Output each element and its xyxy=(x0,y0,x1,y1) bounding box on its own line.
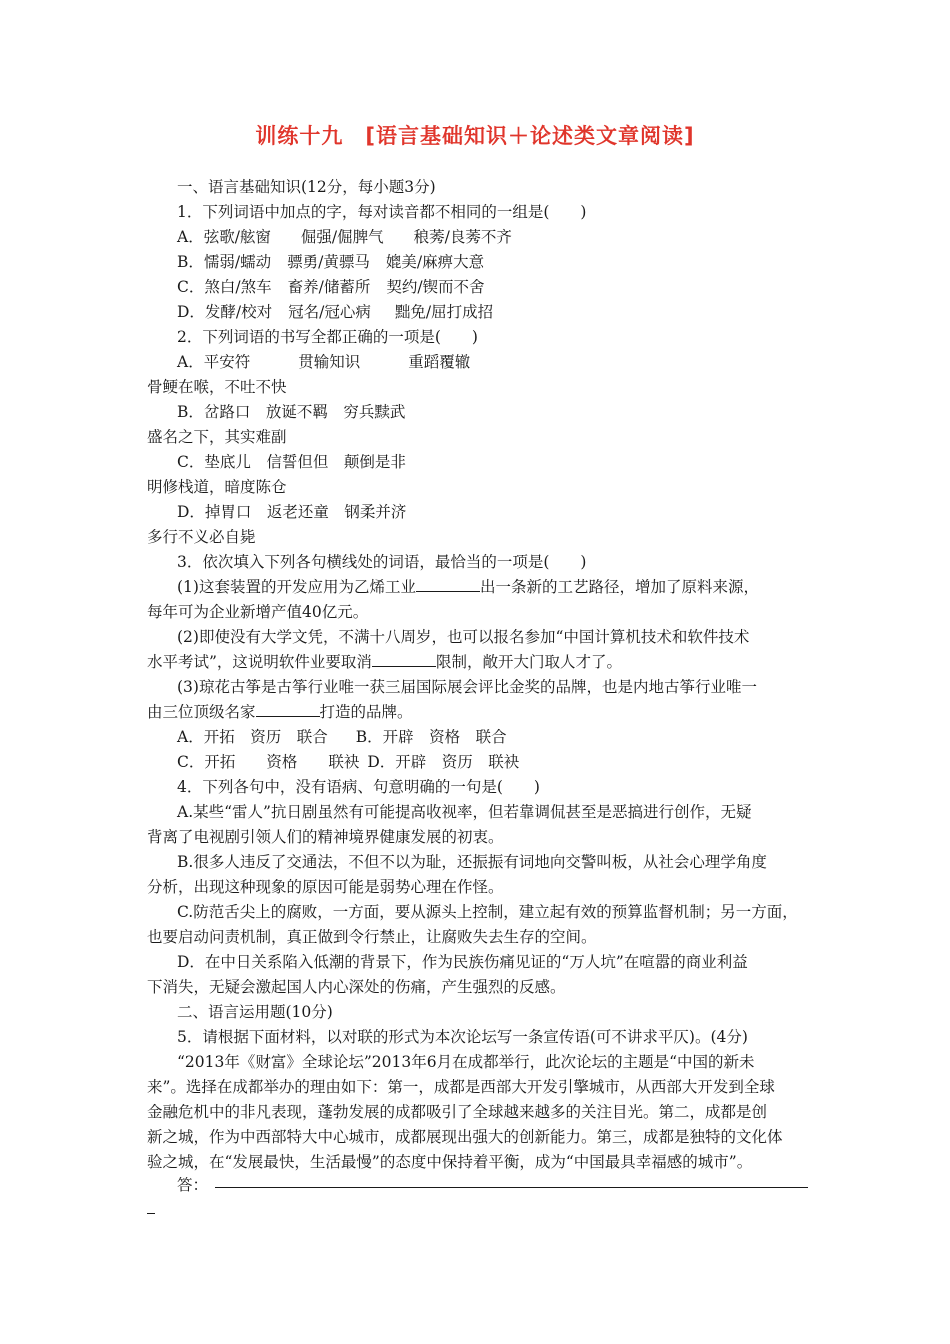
q3-sentence-3: (3)琼花古筝是古筝行业唯一获三届国际展会评比金奖的品牌，也是内地古筝行业唯一 xyxy=(177,678,757,696)
q3-option-d: D．开辟 资历 联袂 xyxy=(367,753,520,771)
q2-option-c-cont: 明修栈道，暗度陈仓 xyxy=(147,478,287,496)
q4-option-b: B.很多人违反了交通法，不但不以为耻，还振振有词地向交警叫板，从社会心理学角度 xyxy=(177,853,767,871)
q2-option-c: C．垫底儿 信誓但但 颠倒是非 xyxy=(177,453,406,471)
q1-a-part2: 倔强/倔脾气 xyxy=(300,228,384,246)
q2-option-d: D．掉胃口 返老还童 钢柔并济 xyxy=(177,503,407,521)
q3-s3-text-c: 打造的品牌。 xyxy=(319,703,413,721)
q3-sentence-3-cont xyxy=(147,702,413,722)
q1-c-part1: C．煞白/煞车 xyxy=(177,278,272,296)
q1-d-part2: 冠名/冠心病 xyxy=(288,303,371,321)
q2-option-a xyxy=(177,352,470,372)
q3-s1-text-b: 出一条新的工艺路径，增加了原料来源， xyxy=(479,578,759,596)
q1-option-d xyxy=(177,302,493,322)
q5-answer-line-tail xyxy=(147,1213,155,1214)
q3-blank-2 xyxy=(372,652,436,667)
q3-option-c: C．开拓 资格 联袂 xyxy=(177,753,360,771)
q1-a-part1: A．弦歌/舷窗 xyxy=(177,228,271,246)
q1-stem: 1．下列词语中加点的字，每对读音都不相同的一组是( ) xyxy=(177,203,587,221)
q4-option-c: C.防范舌尖上的腐败，一方面，要从源头上控制，建立起有效的预算监督机制；另一方面， xyxy=(177,903,798,921)
q5-answer-line[interactable] xyxy=(215,1187,808,1188)
q3-option-b: B．开辟 资格 联合 xyxy=(355,728,507,746)
q1-c-part2: 畜养/储蓄所 xyxy=(287,278,371,296)
q3-sentence-1-cont: 每年可为企业新增产值40亿元。 xyxy=(147,603,369,621)
q5-material-line-4: 新之城，作为中西部特大中心城市，成都展现出强大的创新能力。第三，成都是独特的文化体 xyxy=(147,1128,783,1146)
q3-sentence-2-cont xyxy=(147,652,622,672)
q1-b-part2: 骠勇/黄骠马 xyxy=(287,253,370,271)
q5-stem: 5．请根据下面材料，以对联的形式为本次论坛写一条宣传语(可不讲求平仄)。(4分) xyxy=(177,1028,748,1046)
q2-a-word2: 贯输知识 xyxy=(298,353,361,371)
q3-stem: 3．依次填入下列各句横线处的词语，最恰当的一项是( ) xyxy=(177,553,587,571)
q4-option-b-cont: 分析，出现这种现象的原因可能是弱势心理在作怪。 xyxy=(147,878,504,896)
q4-option-a-cont: 背离了电视剧引领人们的精神境界健康发展的初衷。 xyxy=(147,828,504,846)
q4-stem: 4．下列各句中，没有语病、句意明确的一句是( ) xyxy=(177,778,540,796)
q2-a-word1: A．平安符 xyxy=(177,353,251,371)
q1-a-part3: 稂莠/良莠不齐 xyxy=(413,228,512,246)
q5-material-line-3: 金融危机中的非凡表现，蓬勃发展的成都吸引了全球越来越多的关注目光。第二，成都是创 xyxy=(147,1103,768,1121)
q3-s3-text-b: 由三位顶级名家 xyxy=(147,703,256,721)
q5-material-line-5: 验之城，在“发展最快，生活最慢”的态度中保持着平衡，成为“中国最具幸福感的城市”。 xyxy=(147,1153,753,1171)
q2-option-a-cont: 骨鲠在喉，不吐不快 xyxy=(147,378,287,396)
q1-option-a xyxy=(177,227,512,247)
q2-option-b-cont: 盛名之下，其实难副 xyxy=(147,428,287,446)
q2-a-word3: 重蹈覆辙 xyxy=(408,353,471,371)
q1-b-part1: B．懦弱/蠕动 xyxy=(177,253,272,271)
q3-sentence-1 xyxy=(177,577,759,597)
q5-material-line-2: 来”。选择在成都举办的理由如下：第一，成都是西部大开发引擎城市，从西部大开发到全球 xyxy=(147,1078,775,1096)
q2-option-b: B．岔路口 放诞不羁 穷兵黩武 xyxy=(177,403,406,421)
q3-options-cd xyxy=(177,752,519,772)
q5-material-line-1: “2013年《财富》全球论坛”2013年6月在成都举行，此次论坛的主题是“中国的新未 xyxy=(177,1053,755,1071)
q1-d-part3: 黜免/屈打成招 xyxy=(394,303,494,321)
q3-blank-3 xyxy=(256,702,320,717)
q4-option-d: D．在中日关系陷入低潮的背景下，作为民族伤痛见证的“万人坑”在喧嚣的商业利益 xyxy=(177,953,748,971)
q3-sentence-2: (2)即使没有大学文凭，不满十八周岁，也可以报名参加“中国计算机技术和软件技术 xyxy=(177,628,750,646)
q1-d-part1: D．发酵/校对 xyxy=(177,303,273,321)
q3-s2-text-c: 限制，敞开大门取人才了。 xyxy=(435,653,622,671)
q3-blank-1 xyxy=(416,577,480,592)
q4-option-a: A.某些“雷人”抗日剧虽然有可能提高收视率，但若靠调侃甚至是恶搞进行创作，无疑 xyxy=(177,803,752,821)
q1-b-part3: 媲美/麻痹大意 xyxy=(385,253,485,271)
q3-option-a: A．开拓 资历 联合 xyxy=(177,728,328,746)
section-2-heading: 二、语言运用题(10分) xyxy=(177,1003,333,1021)
q1-c-part3: 契约/锲而不舍 xyxy=(386,278,485,296)
q1-option-c xyxy=(177,277,485,297)
q1-option-b xyxy=(177,252,484,272)
q3-s2-text-b: 水平考试”，这说明软件业要取消 xyxy=(147,653,372,671)
q4-option-c-cont: 也要启动问责机制，真正做到令行禁止，让腐败失去生存的空间。 xyxy=(147,928,597,946)
q5-answer-label: 答： xyxy=(177,1176,209,1194)
q2-stem: 2．下列词语的书写全都正确的一项是( ) xyxy=(177,328,478,346)
q4-option-d-cont: 下消失，无疑会激起国人内心深处的伤痛，产生强烈的反感。 xyxy=(147,978,566,996)
q2-option-d-cont: 多行不义必自毙 xyxy=(147,528,256,546)
section-1-heading: 一、语言基础知识(12分，每小题3分) xyxy=(177,178,436,196)
q3-options-ab xyxy=(177,727,507,747)
page-title: 训练十九 [语言基础知识＋论述类文章阅读] xyxy=(255,124,695,148)
q3-s1-text-a: (1)这套装置的开发应用为乙烯工业 xyxy=(177,578,416,596)
